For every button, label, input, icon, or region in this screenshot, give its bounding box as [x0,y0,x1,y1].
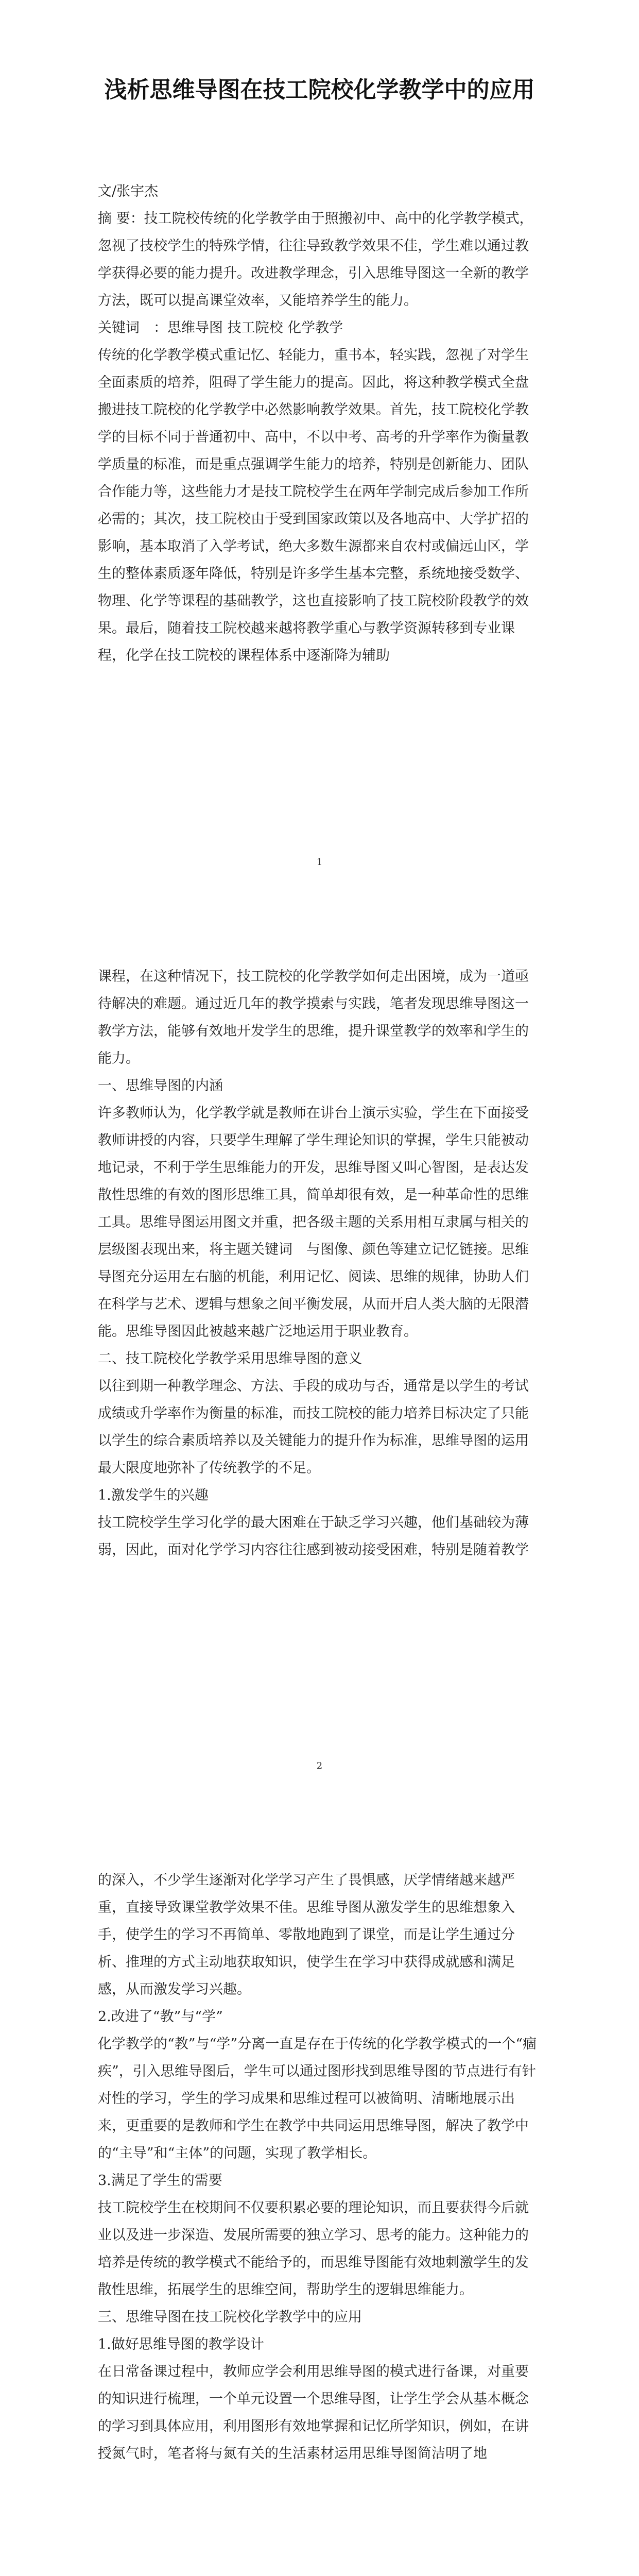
page-number: 2 [316,1760,323,1771]
page-1 [0,0,639,904]
page-3-content [98,1867,541,2467]
page-number: 1 [316,857,323,868]
body-paragraph: 化学教学的“教”与“学”分离一直是存在于传统的化学教学模式的一个“痼疾”，引入思维导图后，学生可以通过图形找到思维导图的节点进行有针对性的学习，学生的学习成果和思维过程可以被简明、清晰地展示出来，更重要的是教师和学生在教学中共同运用思维导图，解决了教学中的“主导”和“主体”的问题，实现了教学相长。 [98,2036,537,2161]
body-paragraph: 许多教师认为，化学教学就是教师在讲台上演示实验，学生在下面接受教师讲授的内容，只要学生理解了学生理论知识的掌握，学生只能被动地记录，不利于学生思维能力的开发，思维导图又叫心智图，是表达发散性思维的有效的图形思维工具，简单却很有效，是一种革命性的思维工具。思维导图运用图文并重，把各级主题的关系用相互隶属与相关的层级图表现出来，将主题关键词 与图像、颜色等建立记忆链接。思维导图充分运用左右脑的机能，利用记忆、阅读、思维的规律，协助人们在科学与艺术、逻辑与想象之间平衡发展，从而开启人类大脑的无限潜能。思维导图因此被越来越广泛地运用于职业教育。 [98,1105,529,1340]
page-1-content [98,178,541,669]
body-paragraph: 以往到期一种教学理念、方法、手段的成功与否，通常是以学生的考试成绩或升学率作为衡量的标准，而技工院校的能力培养目标决定了只能以学生的综合素质培养以及关键能力的提升作为标准，思维导图的运用最大限度地弥补了传统教学的不足。 [98,1378,529,1476]
body-paragraph: 技工院校学生在校期间不仅要积累必要的理论知识，而且要获得今后就业以及进一步深造、发展所需要的独立学习、思考的能力。这种能力的培养是传统的教学模式不能给予的，而思维导图能有效地刺激学生的发散性思维，拓展学生的思维空间，帮助学生的逻辑思维能力。 [98,2200,529,2298]
subsection-heading: 3.满足了学生的需要 [98,2173,222,2189]
subsection-heading: 2.改进了“教”与“学” [98,2009,223,2025]
body-paragraph: 技工院校学生学习化学的最大困难在于缺乏学习兴趣，他们基础较为薄弱，因此，面对化学学习内容往往感到被动接受困难，特别是随着教学 [98,1515,529,1558]
section-heading: 二、技工院校化学教学采用思维导图的意义 [98,1351,362,1367]
author-line: 文/张宇杰 [98,183,159,199]
page-2 [0,904,639,1807]
keywords-line: 关键词 ：思维导图 技工院校 化学教学 [98,320,343,336]
subsection-heading: 1.激发学生的兴趣 [98,1487,209,1503]
subsection-heading: 1.做好思维导图的教学设计 [98,2336,264,2352]
body-paragraph: 在日常备课过程中，教师应学会利用思维导图的模式进行备课，对重要的知识进行梳理，一个单元设置一个思维导图，让学生学会从基本概念的学习到具体应用，利用图形有效地掌握和记忆所学知识，例如，在讲授氮气时，笔者将与氮有关的生活素材运用思维导图简洁明了地 [98,2364,529,2462]
section-heading: 一、思维导图的内涵 [98,1078,223,1094]
abstract-paragraph: 摘 要：技工院校传统的化学教学由于照搬初中、高中的化学教学模式，忽视了技校学生的特殊学情，往往导致教学效果不佳，学生难以通过教学获得必要的能力提升。改进教学理念，引入思维导图这一全新的教学方法，既可以提高课堂效率，又能培养学生的能力。 [98,211,533,309]
section-heading: 三、思维导图在技工院校化学教学中的应用 [98,2309,362,2325]
article-title: 浅析思维导图在技工院校化学教学中的应用 [104,77,535,103]
body-paragraph: 传统的化学教学模式重记忆、轻能力，重书本，轻实践，忽视了对学生全面素质的培养，阻碍了学生能力的提高。因此，将这种教学模式全盘搬进技工院校的化学教学中必然影响教学效果。首先，技工院校化学教学的目标不同于普通初中、高中，不以中考、高考的升学率作为衡量教学质量的标准，而是重点强调学生能力的培养，特别是创新能力、团队合作能力等，这些能力才是技工院校学生在两年学制完成后参加工作所必需的；其次，技工院校由于受到国家政策以及各地高中、大学扩招的影响，基本取消了入学考试，绝大多数生源都来自农村或偏远山区，学生的整体素质逐年降低，特别是许多学生基本完整，系统地接受数学、物理、化学等课程的基础教学，这也直接影响了技工院校阶段教学的效果。最后，随着技工院校越来越将教学重心与教学资源转移到专业课程，化学在技工院校的课程体系中逐渐降为辅助 [98,347,529,664]
body-paragraph: 课程，在这种情况下，技工院校的化学教学如何走出困境，成为一道亟待解决的难题。通过近几年的教学摸索与实践，笔者发现思维导图这一教学方法，能够有效地开发学生的思维，提升课堂教学的效率和学生的能力。 [98,969,529,1066]
page-2-content [98,963,541,1564]
body-paragraph: 的深入，不少学生逐渐对化学学习产生了畏惧感，厌学情绪越来越严重，直接导致课堂教学效果不佳。思维导图从激发学生的思维想象入手，使学生的学习不再简单、零散地跑到了课堂，而是让学生通过分析、推理的方式主动地获取知识，使学生在学习中获得成就感和满足感，从而激发学习兴趣。 [98,1872,515,1997]
page-3 [0,1807,639,2576]
